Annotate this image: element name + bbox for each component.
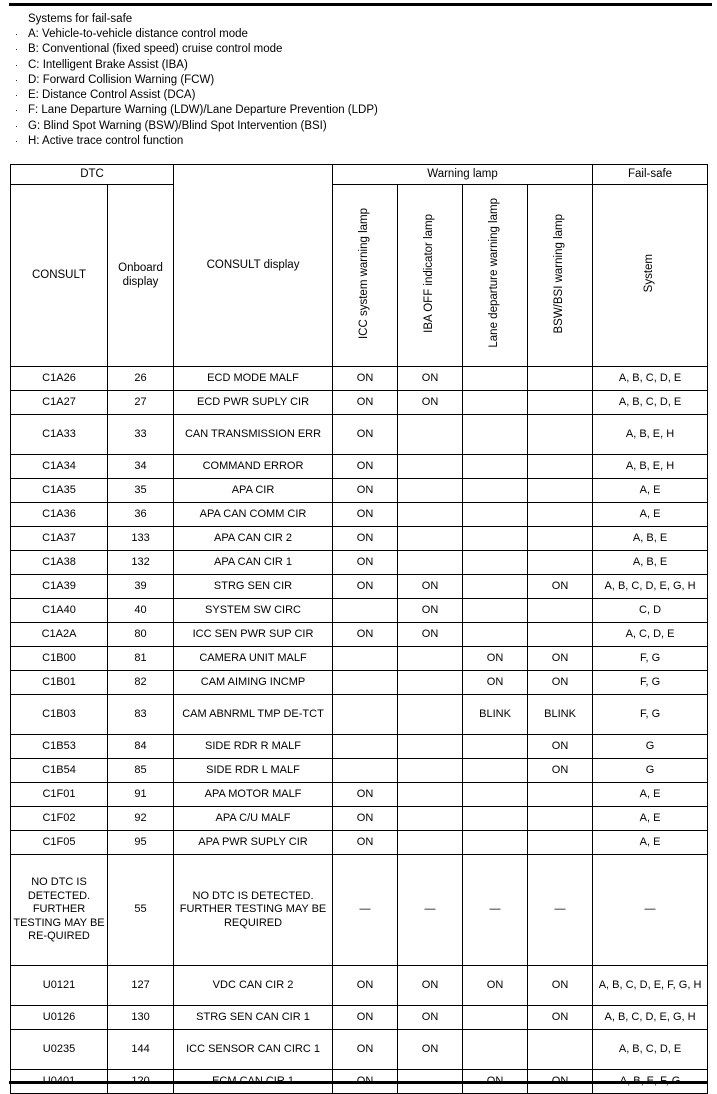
- cell-system: F, G: [593, 695, 708, 735]
- cell-lamp-iba: ON: [398, 1030, 463, 1070]
- table-row: [11, 647, 708, 671]
- cell-onboard: 39: [108, 575, 174, 599]
- cell-system: A, E: [593, 807, 708, 831]
- cell-system: A, B, C, D, E: [593, 391, 708, 415]
- cell-onboard: 40: [108, 599, 174, 623]
- cell-system: C, D: [593, 599, 708, 623]
- table-row: [11, 831, 708, 855]
- table-header: [11, 165, 708, 367]
- cell-lamp-bsw: [528, 783, 593, 807]
- cell-system: A, B, E: [593, 551, 708, 575]
- table-row: [11, 783, 708, 807]
- cell-system: A, E: [593, 831, 708, 855]
- legend-item: [0, 103, 717, 118]
- cell-lamp-lane: [463, 479, 528, 503]
- intro-title: Systems for fail-safe: [28, 13, 133, 25]
- cell-lamp-bsw: [528, 807, 593, 831]
- cell-onboard: 80: [108, 623, 174, 647]
- cell-onboard: 26: [108, 367, 174, 391]
- cell-lamp-iba: [398, 671, 463, 695]
- header-lamp-iba-label: IBA OFF indicator lamp: [423, 213, 436, 333]
- cell-onboard: 83: [108, 695, 174, 735]
- cell-lamp-bsw: BLINK: [528, 695, 593, 735]
- cell-consult: C1F05: [11, 831, 108, 855]
- cell-lamp-bsw: [528, 831, 593, 855]
- cell-lamp-iba: [398, 783, 463, 807]
- cell-lamp-bsw: ON: [528, 966, 593, 1006]
- cell-lamp-iba: [398, 415, 463, 455]
- cell-lamp-bsw: ON: [528, 735, 593, 759]
- bullet-icon: ·: [15, 44, 18, 55]
- cell-lamp-icc: ON: [333, 479, 398, 503]
- cell-consult: C1A37: [11, 527, 108, 551]
- cell-lamp-icc: ON: [333, 623, 398, 647]
- cell-consult-display: VDC CAN CIR 2: [174, 966, 333, 1006]
- cell-lamp-bsw: [528, 479, 593, 503]
- bullet-icon: ·: [15, 120, 18, 131]
- cell-lamp-iba: [398, 735, 463, 759]
- cell-lamp-bsw: [528, 503, 593, 527]
- cell-lamp-icc: [333, 671, 398, 695]
- cell-lamp-lane: [463, 575, 528, 599]
- cell-lamp-iba: ON: [398, 391, 463, 415]
- legend-item-label: D: Forward Collision Warning (FCW): [28, 73, 215, 86]
- bullet-icon: ·: [15, 29, 18, 39]
- cell-consult-display: SIDE RDR L MALF: [174, 759, 333, 783]
- cell-lamp-bsw: ON: [528, 575, 593, 599]
- header-lamp-bsw: [528, 185, 593, 367]
- cell-consult: C1A33: [11, 415, 108, 455]
- header-dtc: DTC: [11, 165, 174, 185]
- bullet-icon: ·: [15, 105, 18, 116]
- cell-consult: C1A34: [11, 455, 108, 479]
- cell-lamp-bsw: ON: [528, 671, 593, 695]
- header-consult: CONSULT: [11, 185, 108, 367]
- table-row: [11, 1030, 708, 1070]
- table-row: [11, 807, 708, 831]
- table-row: [11, 855, 708, 966]
- legend-item-label: G: Blind Spot Warning (BSW)/Blind Spot Intervention (BSI): [28, 119, 327, 132]
- cell-consult-display: APA CIR: [174, 479, 333, 503]
- cell-lamp-icc: [333, 735, 398, 759]
- cell-onboard: 84: [108, 735, 174, 759]
- cell-lamp-bsw: [528, 455, 593, 479]
- cell-onboard: 92: [108, 807, 174, 831]
- header-onboard-line1: Onboard: [118, 262, 163, 275]
- cell-system: A, C, D, E: [593, 623, 708, 647]
- header-lamp-icc: [333, 185, 398, 367]
- cell-lamp-lane: [463, 527, 528, 551]
- table-row: [11, 391, 708, 415]
- legend-item: [0, 134, 717, 149]
- cell-lamp-lane: [463, 1006, 528, 1030]
- cell-consult: C1A27: [11, 391, 108, 415]
- table-row: [11, 599, 708, 623]
- cell-consult-display: SIDE RDR R MALF: [174, 735, 333, 759]
- cell-lamp-icc: ON: [333, 575, 398, 599]
- cell-consult-display: APA CAN CIR 1: [174, 551, 333, 575]
- cell-consult: C1F01: [11, 783, 108, 807]
- cell-consult: NO DTC IS DETECTED. FURTHER TESTING MAY BE RE-QUIRED: [11, 855, 108, 966]
- cell-consult-display: CAM AIMING INCMP: [174, 671, 333, 695]
- cell-lamp-icc: ON: [333, 1006, 398, 1030]
- cell-system: —: [593, 855, 708, 966]
- cell-consult: C1A36: [11, 503, 108, 527]
- legend-item-label: A: Vehicle-to-vehicle distance control mode: [28, 28, 248, 40]
- cell-lamp-lane: ON: [463, 966, 528, 1006]
- cell-consult-display: COMMAND ERROR: [174, 455, 333, 479]
- cell-lamp-bsw: —: [528, 855, 593, 966]
- cell-onboard: 133: [108, 527, 174, 551]
- cell-lamp-bsw: [528, 391, 593, 415]
- header-onboard-display: [108, 185, 174, 367]
- table-row: [11, 575, 708, 599]
- cell-lamp-bsw: [528, 367, 593, 391]
- cell-lamp-icc: [333, 647, 398, 671]
- cell-onboard: 35: [108, 479, 174, 503]
- cell-system: A, B, C, D, E: [593, 367, 708, 391]
- cell-lamp-iba: ON: [398, 599, 463, 623]
- cell-consult-display: ECD PWR SUPLY CIR: [174, 391, 333, 415]
- cell-consult-display: APA PWR SUPLY CIR: [174, 831, 333, 855]
- cell-lamp-bsw: ON: [528, 1006, 593, 1030]
- cell-lamp-iba: —: [398, 855, 463, 966]
- cell-lamp-lane: [463, 783, 528, 807]
- dtc-table: [10, 164, 708, 1094]
- cell-lamp-lane: [463, 759, 528, 783]
- bullet-icon: ·: [15, 90, 18, 101]
- header-lamp-lane-label: Lane departure warning lamp: [488, 198, 501, 349]
- cell-consult: U0235: [11, 1030, 108, 1070]
- cell-lamp-iba: ON: [398, 623, 463, 647]
- cell-onboard: 130: [108, 1006, 174, 1030]
- cell-consult: C1B01: [11, 671, 108, 695]
- cell-lamp-icc: —: [333, 855, 398, 966]
- cell-lamp-icc: ON: [333, 551, 398, 575]
- header-fail-safe: Fail-safe: [593, 165, 708, 185]
- cell-consult-display: APA C/U MALF: [174, 807, 333, 831]
- cell-system: A, B, C, D, E, G, H: [593, 575, 708, 599]
- cell-lamp-icc: [333, 695, 398, 735]
- header-warning-lamp: Warning lamp: [333, 165, 593, 185]
- cell-lamp-icc: ON: [333, 807, 398, 831]
- cell-system: G: [593, 759, 708, 783]
- cell-consult: C1B03: [11, 695, 108, 735]
- cell-consult: C1A35: [11, 479, 108, 503]
- cell-consult: C1B00: [11, 647, 108, 671]
- cell-consult-display: APA MOTOR MALF: [174, 783, 333, 807]
- cell-lamp-icc: ON: [333, 783, 398, 807]
- cell-lamp-bsw: [528, 415, 593, 455]
- legend-item-label: B: Conventional (fixed speed) cruise control mode: [28, 43, 283, 56]
- cell-consult-display: APA CAN COMM CIR: [174, 503, 333, 527]
- cell-lamp-icc: ON: [333, 391, 398, 415]
- cell-onboard: 85: [108, 759, 174, 783]
- cell-lamp-lane: BLINK: [463, 695, 528, 735]
- cell-lamp-lane: [463, 831, 528, 855]
- header-lamp-icc-label: ICC system warning lamp: [358, 207, 371, 339]
- cell-onboard: 95: [108, 831, 174, 855]
- cell-lamp-lane: ON: [463, 647, 528, 671]
- table-row: [11, 527, 708, 551]
- cell-lamp-iba: [398, 759, 463, 783]
- cell-consult: U0121: [11, 966, 108, 1006]
- cell-lamp-icc: ON: [333, 966, 398, 1006]
- cell-lamp-icc: ON: [333, 831, 398, 855]
- header-sub-row: [11, 185, 708, 367]
- cell-lamp-lane: [463, 551, 528, 575]
- bullet-icon: ·: [15, 136, 18, 147]
- cell-lamp-bsw: ON: [528, 647, 593, 671]
- cell-consult-display: NO DTC IS DETECTED. FURTHER TESTING MAY BE REQUIRED: [174, 855, 333, 966]
- cell-consult: C1A40: [11, 599, 108, 623]
- legend-item-label: H: Active trace control function: [28, 135, 184, 148]
- cell-onboard: 27: [108, 391, 174, 415]
- cell-lamp-iba: ON: [398, 1006, 463, 1030]
- cell-system: A, E: [593, 479, 708, 503]
- cell-consult-display: CAMERA UNIT MALF: [174, 647, 333, 671]
- header-system-label: System: [643, 254, 656, 293]
- table-row: [11, 671, 708, 695]
- cell-lamp-icc: ON: [333, 1030, 398, 1070]
- cell-lamp-bsw: ON: [528, 759, 593, 783]
- cell-lamp-bsw: [528, 623, 593, 647]
- intro-section: [0, 12, 717, 149]
- cell-lamp-icc: ON: [333, 415, 398, 455]
- cell-consult: C1A38: [11, 551, 108, 575]
- legend-item: [0, 27, 717, 42]
- legend-item-label: F: Lane Departure Warning (LDW)/Lane Departure Prevention (LDP): [28, 104, 378, 117]
- header-system: [593, 185, 708, 367]
- cell-system: A, B, C, D, E: [593, 1030, 708, 1070]
- cell-lamp-icc: ON: [333, 527, 398, 551]
- cell-consult-display: CAN TRANSMISSION ERR: [174, 415, 333, 455]
- cell-lamp-icc: [333, 759, 398, 783]
- bullet-icon: ·: [15, 74, 18, 85]
- legend-item: [0, 42, 717, 57]
- cell-consult: C1A39: [11, 575, 108, 599]
- cell-consult: C1F02: [11, 807, 108, 831]
- cell-consult-display: APA CAN CIR 2: [174, 527, 333, 551]
- cell-lamp-bsw: [528, 527, 593, 551]
- cell-onboard: 127: [108, 966, 174, 1006]
- header-group-row: [11, 165, 708, 185]
- table-row: [11, 759, 708, 783]
- cell-consult-display: CAM ABNRML TMP DE-TCT: [174, 695, 333, 735]
- cell-lamp-bsw: [528, 599, 593, 623]
- legend-item: [0, 119, 717, 134]
- cell-system: G: [593, 735, 708, 759]
- cell-consult: U0126: [11, 1006, 108, 1030]
- table-row: [11, 623, 708, 647]
- header-lamp-lane: [463, 185, 528, 367]
- cell-lamp-iba: [398, 503, 463, 527]
- bullet-icon: ·: [15, 59, 18, 70]
- table-row: [11, 455, 708, 479]
- legend-item: [0, 88, 717, 103]
- table-row: [11, 551, 708, 575]
- legend-item: [0, 73, 717, 88]
- cell-lamp-iba: [398, 551, 463, 575]
- cell-consult-display: ICC SEN PWR SUP CIR: [174, 623, 333, 647]
- cell-lamp-iba: [398, 807, 463, 831]
- table-row: [11, 966, 708, 1006]
- cell-lamp-iba: [398, 455, 463, 479]
- cell-onboard: 144: [108, 1030, 174, 1070]
- cell-system: A, B, E, H: [593, 415, 708, 455]
- cell-system: A, B, E: [593, 527, 708, 551]
- table-row: [11, 415, 708, 455]
- cell-lamp-lane: [463, 735, 528, 759]
- legend-item-label: C: Intelligent Brake Assist (IBA): [28, 58, 188, 71]
- cell-lamp-bsw: [528, 551, 593, 575]
- cell-consult: C1A26: [11, 367, 108, 391]
- cell-lamp-icc: ON: [333, 367, 398, 391]
- cell-consult: C1B54: [11, 759, 108, 783]
- page-bottom-rule: [9, 1081, 708, 1084]
- cell-lamp-lane: —: [463, 855, 528, 966]
- table-row: [11, 367, 708, 391]
- table-row: [11, 695, 708, 735]
- cell-onboard: 34: [108, 455, 174, 479]
- cell-lamp-lane: [463, 367, 528, 391]
- cell-lamp-lane: [463, 503, 528, 527]
- header-onboard-line2: display: [122, 275, 159, 288]
- header-lamp-bsw-label: BSW/BSI warning lamp: [553, 213, 566, 334]
- cell-onboard: 82: [108, 671, 174, 695]
- cell-consult: C1A2A: [11, 623, 108, 647]
- cell-system: F, G: [593, 671, 708, 695]
- header-lamp-iba: [398, 185, 463, 367]
- cell-consult-display: SYSTEM SW CIRC: [174, 599, 333, 623]
- cell-consult: C1B53: [11, 735, 108, 759]
- cell-consult-display: ECD MODE MALF: [174, 367, 333, 391]
- table-body: [11, 367, 708, 1094]
- cell-onboard: 132: [108, 551, 174, 575]
- cell-lamp-icc: ON: [333, 503, 398, 527]
- header-consult-display: CONSULT display: [174, 165, 333, 367]
- cell-lamp-lane: [463, 1030, 528, 1070]
- cell-system: A, B, C, D, E, G, H: [593, 1006, 708, 1030]
- legend-item-label: E: Distance Control Assist (DCA): [28, 89, 196, 102]
- table-row: [11, 735, 708, 759]
- cell-lamp-iba: ON: [398, 367, 463, 391]
- cell-consult-display: ICC SENSOR CAN CIRC 1: [174, 1030, 333, 1070]
- table-row: [11, 479, 708, 503]
- cell-lamp-icc: ON: [333, 455, 398, 479]
- cell-lamp-iba: ON: [398, 575, 463, 599]
- cell-onboard: 33: [108, 415, 174, 455]
- table-row: [11, 503, 708, 527]
- page-top-rule: [9, 3, 712, 6]
- cell-system: A, B, E, H: [593, 455, 708, 479]
- legend-item: [0, 58, 717, 73]
- cell-lamp-lane: [463, 455, 528, 479]
- cell-system: A, E: [593, 783, 708, 807]
- cell-onboard: 55: [108, 855, 174, 966]
- cell-lamp-lane: [463, 623, 528, 647]
- table-row: [11, 1006, 708, 1030]
- cell-lamp-iba: ON: [398, 966, 463, 1006]
- cell-lamp-iba: [398, 695, 463, 735]
- cell-lamp-iba: [398, 479, 463, 503]
- cell-onboard: 36: [108, 503, 174, 527]
- cell-consult-display: STRG SEN CAN CIR 1: [174, 1006, 333, 1030]
- cell-lamp-lane: [463, 599, 528, 623]
- cell-lamp-iba: [398, 527, 463, 551]
- cell-lamp-iba: [398, 647, 463, 671]
- cell-lamp-lane: [463, 807, 528, 831]
- cell-lamp-iba: [398, 831, 463, 855]
- cell-system: F, G: [593, 647, 708, 671]
- cell-lamp-lane: ON: [463, 671, 528, 695]
- cell-lamp-lane: [463, 391, 528, 415]
- cell-consult-display: STRG SEN CIR: [174, 575, 333, 599]
- fail-safe-legend-list: [0, 27, 717, 149]
- cell-onboard: 81: [108, 647, 174, 671]
- cell-lamp-lane: [463, 415, 528, 455]
- cell-system: A, B, C, D, E, F, G, H: [593, 966, 708, 1006]
- cell-system: A, E: [593, 503, 708, 527]
- cell-onboard: 91: [108, 783, 174, 807]
- cell-lamp-bsw: [528, 1030, 593, 1070]
- cell-lamp-icc: [333, 599, 398, 623]
